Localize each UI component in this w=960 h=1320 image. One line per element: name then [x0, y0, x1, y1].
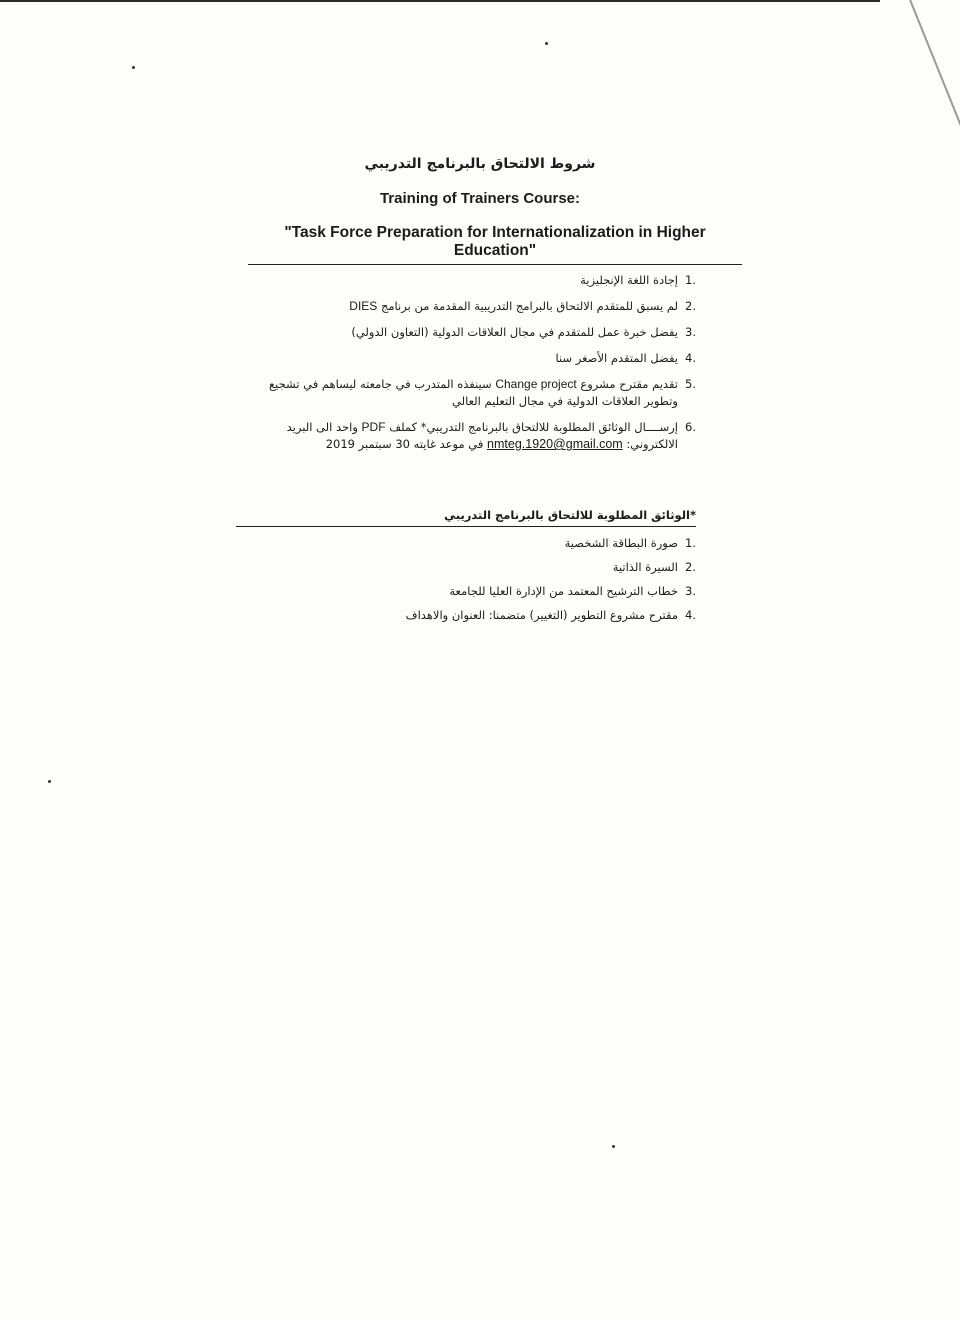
- scan-speck: [545, 42, 548, 45]
- item-number: 5.: [685, 377, 696, 391]
- program-name: DIES: [349, 299, 378, 313]
- list-item: [236, 324, 696, 341]
- item-number: 3.: [685, 325, 696, 339]
- title-english: Training of Trainers Course:: [379, 190, 581, 207]
- item-number: 2.: [685, 560, 696, 574]
- list-item: [236, 583, 696, 600]
- requirement-text: إجادة اللغة الإنجليزية: [580, 273, 678, 287]
- document-text: مقترح مشروع التطوير (التغيير) متضمنا: العنوان والاهداف: [405, 608, 678, 622]
- document-text: خطاب الترشيح المعتمد من الإدارة العليا للجامعة: [449, 584, 678, 598]
- list-item: [236, 419, 696, 453]
- document-text: صورة البطاقة الشخصية: [564, 536, 678, 550]
- email-link[interactable]: nmteg.1920@gmail.com: [487, 437, 623, 451]
- requirement-text: تقديم مقترح مشروع: [580, 377, 678, 391]
- list-item: [236, 376, 696, 410]
- item-number: 4.: [685, 351, 696, 365]
- page-top-edge: [0, 0, 880, 2]
- item-number: 1.: [685, 273, 696, 287]
- list-item: [236, 298, 696, 315]
- change-project-label: Change project: [495, 377, 577, 391]
- documents-list: [236, 535, 696, 631]
- item-number: 4.: [685, 608, 696, 622]
- list-item: [236, 607, 696, 624]
- list-item: [236, 535, 696, 552]
- item-number: 1.: [685, 536, 696, 550]
- requirement-text: يفضل المتقدم الأصغر سنا: [555, 351, 678, 365]
- requirement-text: إرســــال الوثائق المطلوبة للالتحاق بالبرنامج التدريبي* كملف: [389, 420, 678, 434]
- item-number: 3.: [685, 584, 696, 598]
- requirement-text: يفضل خبرة عمل للمتقدم في مجال العلاقات الدولية (التعاون الدولي): [351, 325, 678, 339]
- list-item: [236, 272, 696, 289]
- scan-speck: [48, 780, 51, 783]
- course-subtitle: "Task Force Preparation for Internationalization in Higher Education": [248, 224, 742, 265]
- list-item: [236, 350, 696, 367]
- requirement-text: سينفذه المتدرب في جامعته ليساهم في تشجيع وتطوير العلاقات الدولية في مجال التعليم العالي: [268, 377, 678, 408]
- scan-speck: [612, 1145, 615, 1148]
- item-number: 6.: [685, 420, 696, 434]
- title-arabic: شروط الالتحاق بالبرنامج التدريبي: [364, 156, 596, 172]
- list-item: [236, 559, 696, 576]
- requirement-text: واحد الى البريد الالكتروني:: [286, 420, 678, 451]
- pdf-label: PDF: [361, 420, 386, 434]
- requirement-text: لم يسبق للمتقدم الالتحاق بالبرامج التدريبية المقدمة من برنامج: [380, 299, 678, 313]
- deadline-text: في موعد غايته 30 سبتمبر 2019: [325, 437, 484, 451]
- item-number: 2.: [685, 299, 696, 313]
- paper-fold-line: [905, 0, 960, 152]
- documents-heading: *الوثائق المطلوبة للالتحاق بالبرنامج التدريبي: [236, 508, 696, 527]
- document-text: السيرة الذاتية: [612, 560, 678, 574]
- scan-speck: [132, 66, 135, 69]
- requirements-list: [236, 272, 696, 462]
